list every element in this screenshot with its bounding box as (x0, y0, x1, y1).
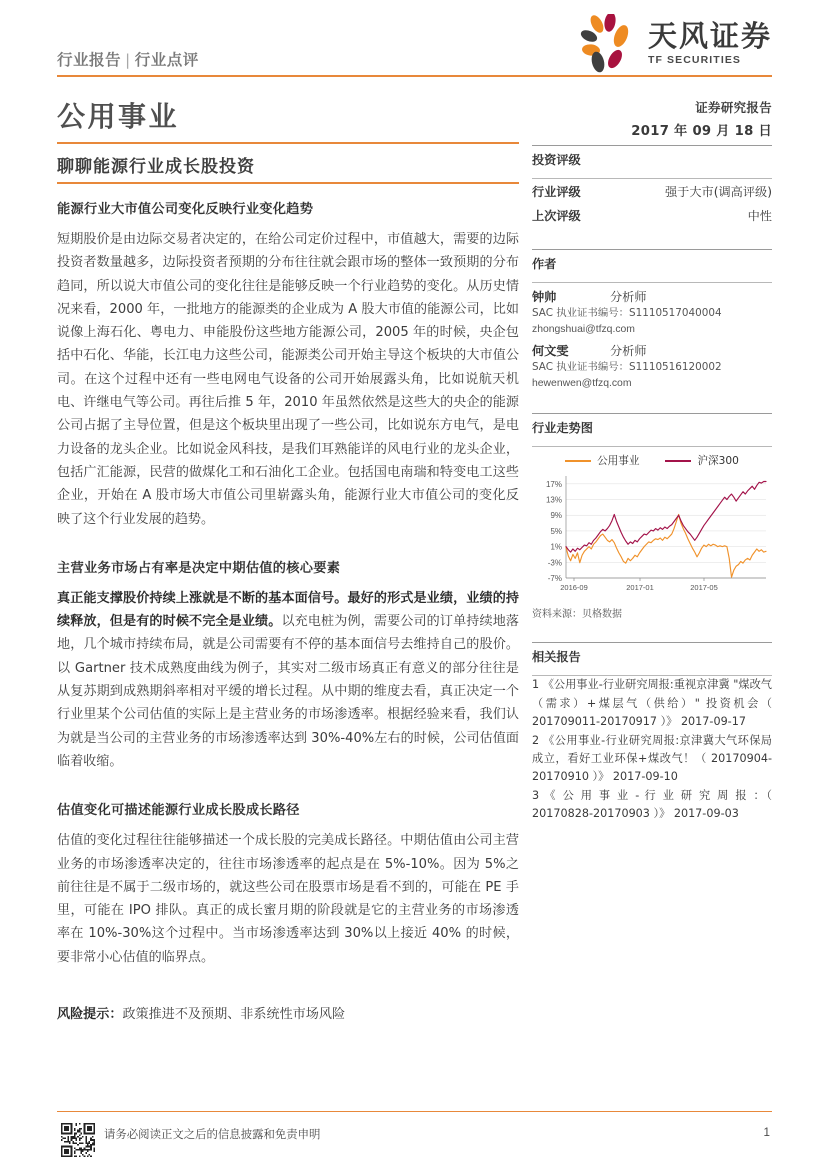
author-2-sac-label: SAC 执业证书编号： (532, 361, 630, 374)
company-logo (577, 14, 772, 74)
related-report-3-title: 《 公 用 事 业 - 行 业 研 究 周 报 ：（ 20170828-20170903 ）》 (532, 789, 772, 821)
logo-wordmark (647, 19, 772, 67)
chart-section-title: 行业走势图 (532, 421, 593, 436)
page-footer (0, 1111, 827, 1169)
chart-legend (532, 453, 772, 468)
sidebar-spacer-3 (532, 620, 772, 636)
industry-trend-chart (532, 453, 772, 598)
related-report-2-date: 2017-09-10 (612, 770, 678, 784)
svg-text:5%: 5% (550, 527, 562, 537)
breadcrumb-separator: | (125, 51, 131, 69)
section-1 (57, 198, 519, 531)
author-1-headline (532, 288, 772, 305)
legend-swatch-utility (565, 460, 591, 463)
svg-text:-3%: -3% (547, 558, 562, 568)
section-1-paragraph: 短期股价是由边际交易者决定的，在给公司定价过程中，市值越大，需要的边际投资者数量越多，边际投资者预期的分布往往就会跟市场的整体一致预期的分布趋同，所以说大市值公司的变化往往是能够反映一个行业趋势的变化。从历史情况来看，2000 年，一批地方的能源类的企业成为 A 股大市值的能源公司，比如说像上海石化、粤电力、申能股份这些地方能源公司，2005 年的时候，央企包括中石化、华能，长江电力这些公司，能源类公司开始主导这个板块的大市值公司。在这个过程中还有一些电网电气设备的公司开始展露头角，比如说航天机电、许继电气等公司。再往后推 5 年，2010 年虽然依然是这些大的央企的能源公司占据了主导位置，但是这个板块里出现了一些公司，比如说东方电气，是电力设备的龙头企业。比如说金风科技，是我们耳熟能详的风电行业的龙头企业，包括广汇能源，民营的做煤化工和石油化工企业。包括国电南瑞和特变电工这些企业，开始在 A 股市场大市值公司里崭露头角，能源行业大市值公司的变化反映了这个行业发展的趋势。 (57, 232, 519, 527)
section-2-heading: 主营业务市场占有率是决定中期估值的核心要素 (57, 560, 341, 576)
svg-text:17%: 17% (545, 480, 562, 490)
risk-warning-label: 风险提示： (57, 1007, 123, 1023)
page-title: 公用事业 (57, 100, 180, 133)
trend-chart-plot (532, 470, 772, 598)
section-2 (57, 557, 519, 773)
related-reports-list (532, 676, 772, 823)
previous-rating-label: 上次评级 (532, 209, 581, 223)
svg-text:2017-05: 2017-05 (690, 583, 718, 593)
page-subtitle: 聊聊能源行业成长股投资 (57, 157, 255, 177)
related-report-3-number: 3 (532, 789, 540, 803)
svg-text:9%: 9% (550, 511, 562, 521)
list-item-related-report-3[interactable] (532, 787, 772, 823)
main-content (57, 198, 519, 1026)
author-1-email[interactable]: zhongshuai@tfzq.com (532, 323, 635, 335)
logo-text-cn: 天风证券 (647, 19, 772, 54)
author-2-sac-number: S1110516120002 (629, 361, 722, 374)
svg-text:13%: 13% (545, 495, 562, 505)
title-divider-bottom (57, 182, 519, 184)
svg-text:2017-01: 2017-01 (626, 583, 654, 593)
legend-label-csi300: 沪深300 (697, 455, 739, 468)
author-2-email[interactable]: hewenwen@tfzq.com (532, 377, 632, 389)
list-item-related-report-2[interactable] (532, 732, 772, 786)
author-2-headline (532, 342, 772, 359)
legend-label-utility: 公用事业 (597, 455, 640, 468)
related-report-1-title: 《公用事业-行业研究周报:重视京津冀 "煤改气（需求）+煤层气（供给）" 投资机会（ 201709011-20170917 ）》 (532, 678, 772, 728)
sidebar (532, 98, 772, 825)
list-item-related-report-1[interactable] (532, 676, 772, 730)
sidebar-divider-6 (532, 446, 772, 447)
risk-warning (57, 1003, 519, 1026)
previous-rating-value: 中性 (747, 209, 772, 223)
section-2-paragraph (57, 587, 519, 773)
legend-item-utility (565, 453, 639, 468)
related-reports-title: 相关报告 (532, 650, 581, 665)
title-divider-top (57, 142, 519, 144)
author-1-role: 分析师 (610, 290, 647, 304)
related-report-2-number: 2 (532, 733, 540, 747)
author-2-name: 何文雯 (532, 344, 569, 359)
sidebar-spacer-1 (532, 227, 772, 243)
section-3-heading: 估值变化可描述能源行业成长股成长路径 (57, 803, 300, 819)
tf-securities-flower-logo-icon (577, 14, 639, 74)
section-3 (57, 799, 519, 969)
report-type-label: 证券研究报告 (695, 100, 772, 115)
industry-rating-value: 强于大市(调高评级) (664, 185, 772, 199)
svg-text:1%: 1% (550, 543, 562, 553)
risk-warning-text: 政策推进不及预期、非系统性市场风险 (122, 1007, 346, 1023)
author-1-certificate (532, 306, 772, 322)
footer-disclaimer: 请务必阅读正文之后的信息披露和免责申明 (104, 1127, 321, 1141)
breadcrumb-item-report-type: 行业报告 (57, 51, 122, 69)
author-1-sac-number: S1110517040004 (629, 307, 722, 319)
page-header (0, 0, 827, 84)
author-entry-1 (532, 283, 772, 337)
table-row-industry-rating (532, 179, 772, 203)
section-2-body-text: 以充电桩为例，需要公司的订单持续地落地，几个城市持续布局，就是公司需要有不停的基本面信号去维持自己的股价。以 Gartner 技术成熟度曲线为例子，其实对二级市场真正有意义的部分往往是从复苏期到成熟期斜率相对平缓的增长过程。从中期的维度去看，真正决定一个行业里某个公司估值的实际上是主营业务的市场渗透率。根据经验来看，我们认为就是当公司的主营业务的市场渗透率达到 30%-40%左右的时候，公司估值面临着收缩。 (57, 614, 519, 769)
section-2-bold-lead: 真正能支撑股价持续上涨就是不断的基本面信号。最好的形式是业绩，业绩的持续释放，但是有的时候不完全是业绩。 (57, 590, 519, 630)
author-1-sac-label: SAC 执业证书编号： (532, 307, 630, 319)
related-report-3-date: 2017-09-03 (673, 807, 739, 821)
legend-item-csi300 (665, 453, 738, 468)
chart-source-note: 资料来源：贝格数据 (532, 609, 622, 621)
related-report-1-number: 1 (532, 678, 540, 692)
qr-code-icon[interactable] (61, 1123, 95, 1157)
related-report-2-title: 《公用事业-行业研究周报:京津冀大气环保局成立，看好工业环保+煤改气！（ 20170904-20170910 ）》 (532, 733, 772, 784)
svg-text:-7%: -7% (547, 574, 562, 584)
header-divider (57, 75, 772, 77)
breadcrumb (57, 48, 199, 70)
rating-section-title: 投资评级 (532, 153, 581, 167)
legend-swatch-csi300 (665, 460, 691, 463)
section-3-paragraph: 估值的变化过程往往能够描述一个成长股的完美成长路径。中期估值由公司主营业务的市场渗透率决定的，往往市场渗透率的起点是在 5%-10%。因为 5%之前往往是不属于二级市场的，就这些公司在股票市场是看不到的，可能在 PE 手里，可能在 IPO 排队。真正的成长蜜月期的阶段就是它的主营业务的市场渗透率在 10%-30%这个过程中。当市场渗透率达到 30%以上接近 40% 的时候，要非常小心估值的临界点。 (57, 833, 519, 965)
report-date: 2017 年 09 月 18 日 (631, 124, 772, 139)
section-1-heading: 能源行业大市值公司变化反映行业变化趋势 (57, 202, 314, 217)
logo-text-en: TF SECURITIES (647, 54, 742, 67)
author-1-name: 钟帅 (532, 290, 557, 304)
author-entry-2 (532, 337, 772, 391)
industry-rating-label: 行业评级 (532, 185, 581, 199)
sidebar-spacer-2 (532, 391, 772, 407)
page-number: 1 (763, 1126, 770, 1139)
authors-section-title: 作者 (532, 257, 557, 271)
table-row-previous-rating (532, 203, 772, 227)
related-report-1-date: 2017-09-17 (680, 714, 746, 728)
author-2-certificate (532, 360, 772, 376)
svg-text:2016-09: 2016-09 (560, 583, 588, 593)
breadcrumb-item-report-subtype: 行业点评 (134, 51, 199, 69)
author-2-role: 分析师 (610, 344, 647, 359)
footer-divider (57, 1111, 772, 1112)
